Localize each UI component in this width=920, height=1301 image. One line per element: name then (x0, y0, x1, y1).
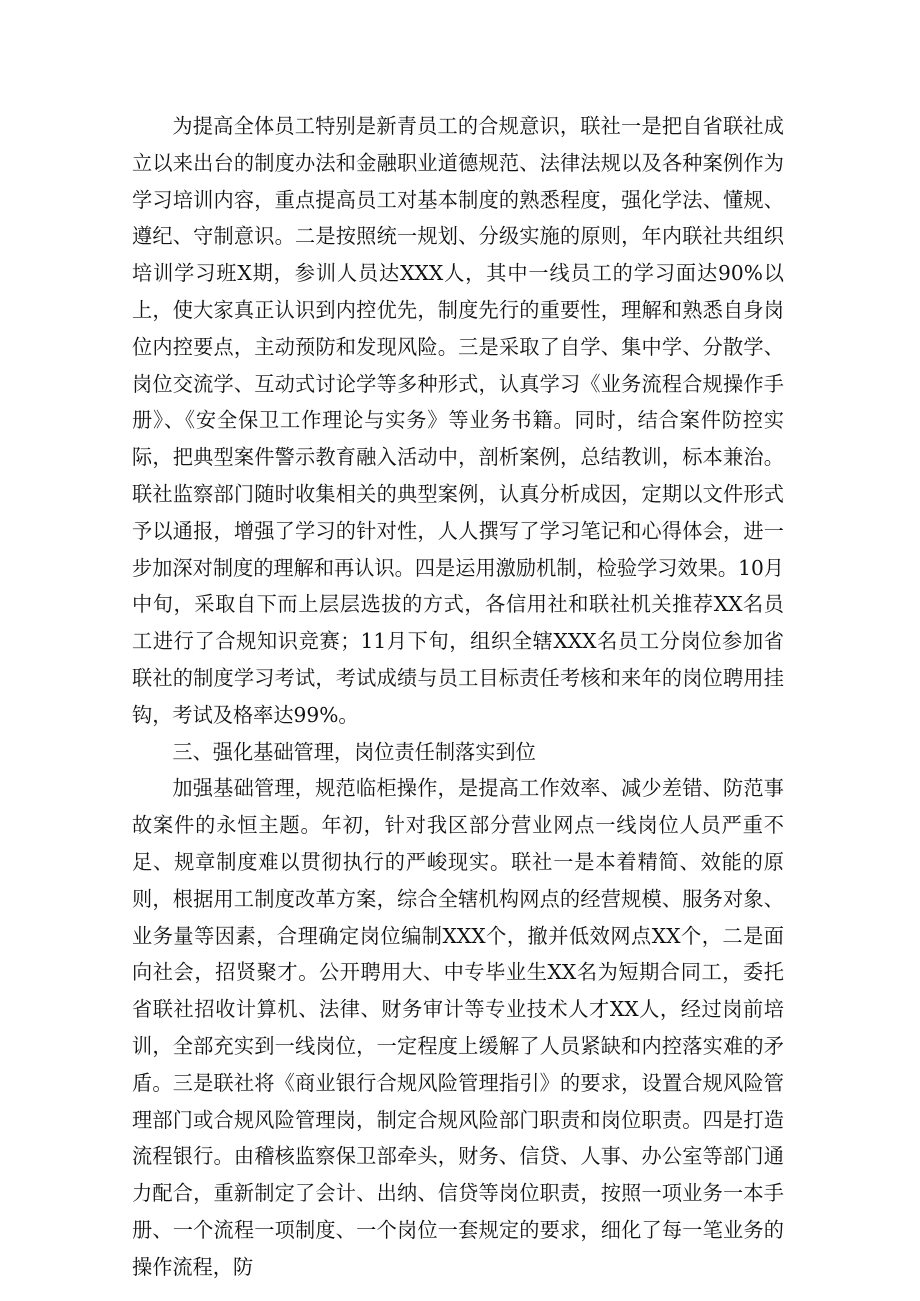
paragraph-basic-management: 加强基础管理，规范临柜操作，是提高工作效率、减少差错、防范事故案件的永恒主题。年初，针对我区部分营业网点一线岗位人员严重不足、规章制度难以贯彻执行的严峻现实。联社一是本着精简、效能的原则，根据用工制度改革方案，综合全辖机构网点的经营规模、服务对象、业务量等因素，合理确定岗位编制XXX个，撤并低效网点XX个，二是面向社会，招贤聚才。公开聘用大、中专毕业生XX名为短期合同工，委托省联社招收计算机、法律、财务审计等专业技术人才XX人，经过岗前培训，全部充实到一线岗位，一定程度上缓解了人员紧缺和内控落实难的矛盾。三是联社将《商业银行合规风险管理指引》的要求，设置合规风险管理部门或合规风险管理岗，制定合规风险部门职责和岗位职责。四是打造流程银行。由稽核监察保卫部牵头，财务、信贷、人事、办公室等部门通力配合，重新制定了会计、出纳、信贷等岗位职责，按照一项业务一本手册、一个流程一项制度、一个岗位一套规定的要求，细化了每一笔业务的操作流程，防 (132, 776, 784, 1279)
section-heading-3: 三、强化基础管理，岗位责任制落实到位 (172, 739, 536, 764)
document-page (132, 108, 784, 1286)
paragraph-compliance-training: 为提高全体员工特别是新青员工的合规意识，联社一是把自省联社成立以来出台的制度办法和金融职业道德规范、法律法规以及各种案例作为学习培训内容，重点提高员工对基本制度的熟悉程度，强化学法、懂规、遵纪、守制意识。二是按照统一规划、分级实施的原则，年内联社共组织培训学习班X期，参训人员达XXX人，其中一线员工的学习面达90%以上，使大家真正认识到内控优先，制度先行的重要性，理解和熟悉自身岗位内控要点，主动预防和发现风险。三是采取了自学、集中学、分散学、岗位交流学、互动式讨论学等多种形式，认真学习《业务流程合规操作手册》、《安全保卫工作理论与实务》等业务书籍。同时，结合案件防控实际，把典型案件警示教育融入活动中，剖析案例，总结教训，标本兼治。联社监察部门随时收集相关的典型案例，认真分析成因，定期以文件形式予以通报，增强了学习的针对性，人人撰写了学习笔记和心得体会，进一步加深对制度的理解和再认识。四是运用激励机制，检验学习效果。10月中旬，采取自下而上层层选拔的方式，各信用社和联社机关推荐XX名员工进行了合规知识竞赛；11月下旬，组织全辖XXX名员工分岗位参加省联社的制度学习考试，考试成绩与员工目标责任考核和来年的岗位聘用挂钩，考试及格率达99%。 (132, 114, 784, 727)
